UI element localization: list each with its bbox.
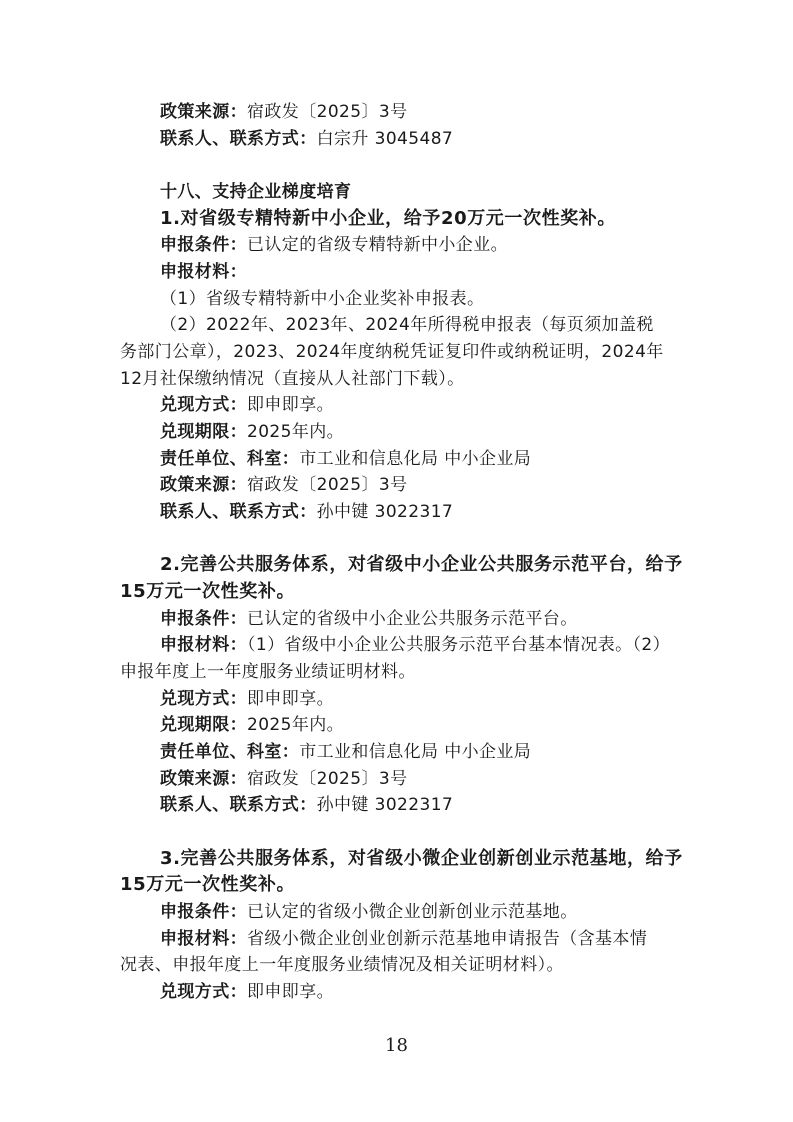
item-title: 3.完善公共服务体系，对省级小微企业创新创业示范基地，给予 — [160, 848, 683, 869]
contact-line: 联系人、联系方式：孙中键 3022317 — [160, 502, 454, 522]
condition-line: 申报条件：已认定的省级专精特新中小企业。 — [160, 235, 508, 255]
materials-line: 12月社保缴纳情况（直接从人社部门下载）。 — [120, 369, 465, 389]
materials-label: 申报材料： — [160, 262, 247, 282]
page-number: 18 — [385, 1035, 408, 1056]
method-line: 兑现方式：即申即享。 — [160, 395, 334, 415]
policy-source-line: 政策来源：宿政发〔2025〕3号 — [160, 769, 408, 789]
materials-line: 申报年度上一年度服务业绩证明材料。 — [120, 662, 416, 682]
section-heading: 十八、支持企业梯度培育 — [160, 182, 352, 202]
condition-line: 申报条件：已认定的省级小微企业创新创业示范基地。 — [160, 902, 578, 922]
materials-line: （2）2022年、2023年、2024年所得税申报表（每页须加盖税 — [160, 315, 654, 335]
contact-line: 联系人、联系方式：白宗升 3045487 — [160, 129, 454, 149]
unit-line: 责任单位、科室：市工业和信息化局 中小企业局 — [160, 742, 532, 762]
item-title: 15万元一次性奖补。 — [120, 581, 296, 602]
item-title: 2.完善公共服务体系，对省级中小企业公共服务示范平台，给予 — [160, 554, 683, 575]
materials-line: 务部门公章），2023、2024年度纳税凭证复印件或纳税证明，2024年 — [120, 342, 664, 362]
deadline-line: 兑现期限：2025年内。 — [160, 715, 345, 735]
materials-line: （1）省级专精特新中小企业奖补申报表。 — [160, 289, 485, 309]
materials-line: 况表、申报年度上一年度服务业绩情况及相关证明材料）。 — [120, 955, 564, 975]
contact-line: 联系人、联系方式：孙中键 3022317 — [160, 795, 454, 815]
materials-line: 申报材料：省级小微企业创业创新示范基地申请报告（含基本情 — [160, 929, 648, 949]
policy-source-line: 政策来源：宿政发〔2025〕3号 — [160, 102, 408, 122]
deadline-line: 兑现期限：2025年内。 — [160, 422, 345, 442]
method-line: 兑现方式：即申即享。 — [160, 982, 334, 1002]
item-title: 15万元一次性奖补。 — [120, 874, 296, 895]
policy-source-line: 政策来源：宿政发〔2025〕3号 — [160, 475, 408, 495]
item-title: 1.对省级专精特新中小企业，给予20万元一次性奖补。 — [160, 208, 617, 229]
method-line: 兑现方式：即申即享。 — [160, 689, 334, 709]
condition-line: 申报条件：已认定的省级中小企业公共服务示范平台。 — [160, 609, 578, 629]
unit-line: 责任单位、科室：市工业和信息化局 中小企业局 — [160, 449, 532, 469]
materials-line: 申报材料：（1）省级中小企业公共服务示范平台基本情况表。（2） — [160, 635, 671, 655]
